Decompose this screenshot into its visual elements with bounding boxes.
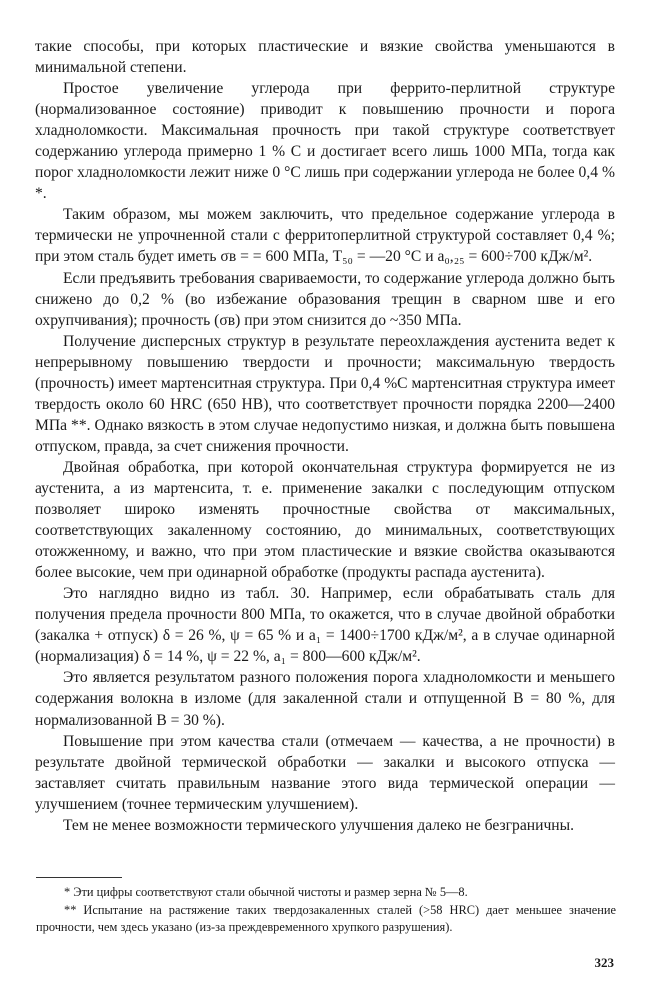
footnote: ** Испытание на растяжение таких твердозакаленных сталей (>58 HRC) дает меньшее значение прочности, чем здесь указано (из-за преждевременного хрупкого разрушения). [36, 902, 616, 934]
paragraph: Это является результатом разного положения порога хладноломкости и меньшего содержания волокна в изломе (для закаленной стали и отпущенной В = 80 %, для нормализованной В = 30 %). [35, 669, 615, 729]
paragraph: Тем не менее возможности термического улучшения далеко не безграничны. [63, 816, 575, 834]
paragraph: Если предъявить требования свариваемости, то содержание углерода должно быть снижено до 0,2 % (во избежание образования трещин в сварном шве и его охрупчивания); прочность (σв) при этом снизится до ~350 МПа. [35, 269, 615, 329]
paragraph: Это наглядно видно из табл. 30. Например, если обрабатывать сталь для получения предела прочности 800 МПа, то окажется, что в случае двойной обработки (закалка + отпуск) δ = 26 %, ψ = 65 % и a₁ = 1400÷1700 кДж/м², а в случае одинарной (нормализация) δ = 14 %, ψ = 22 %, a₁ = 800—600 кДж/м². [35, 585, 615, 666]
body-text [35, 36, 615, 836]
page-number: 323 [594, 955, 614, 970]
paragraph: Простое увеличение углерода при феррито-перлитной структуре (нормализованное состояние) приводит к повышению прочности и порога хладноломкости. Максимальная прочность при такой структуре соответствует содержанию углерода примерно 1 % С и достигает всего лишь 1000 МПа, тогда как порог хладноломкости лежит ниже 0 °С лишь при содержании углерода не более 0,4 % *. [35, 80, 615, 203]
footnote-divider [36, 877, 122, 878]
paragraph: Получение дисперсных структур в результате переохлаждения аустенита ведет к непрерывному повышению твердости и прочности; максимальную твердость (прочность) имеет мартенситная структура. При 0,4 %С мартенситная структура имеет твердость около 60 HRC (650 НВ), что соответствует прочности порядка 2200—2400 МПа **. Однако вязкость в этом случае недопустимо низкая, и должна быть повышена отпуском, правда, за счет снижения прочности. [35, 332, 615, 455]
paragraph: Таким образом, мы можем заключить, что предельное содержание углерода в термически не упрочненной стали с ферритоперлитной структурой составляет 0,4 %; при этом сталь будет иметь σв = = 600 МПа, T₅₀ = —20 °С и a₀,₂₅ = 600÷700 кДж/м². [35, 206, 615, 266]
footnotes [36, 884, 616, 937]
paragraph: Повышение при этом качества стали (отмечаем — качества, а не прочности) в результате двойной термической обработки — закалки и высокого отпуска — заставляет считать правильным название этого вида термической операции — улучшением (точнее термическим улучшением). [35, 732, 615, 813]
paragraph: Двойная обработка, при которой окончательная структура формируется не из аустенита, а из мартенсита, т. е. применение закалки с последующим отпуском позволяет широко изменять прочностные свойства от максимальных, соответствующих закаленному состоянию, до минимальных, соответствующих отожженному, и важно, что при этом пластические и вязкие свойства оказываются более высокие, чем при одинарной обработке (продукты распада аустенита). [35, 458, 615, 582]
footnote: * Эти цифры соответствуют стали обычной чистоты и размер зерна № 5—8. [64, 885, 468, 899]
paragraph: такие способы, при которых пластические и вязкие свойства уменьшаются в минимальной степени. [35, 38, 615, 77]
